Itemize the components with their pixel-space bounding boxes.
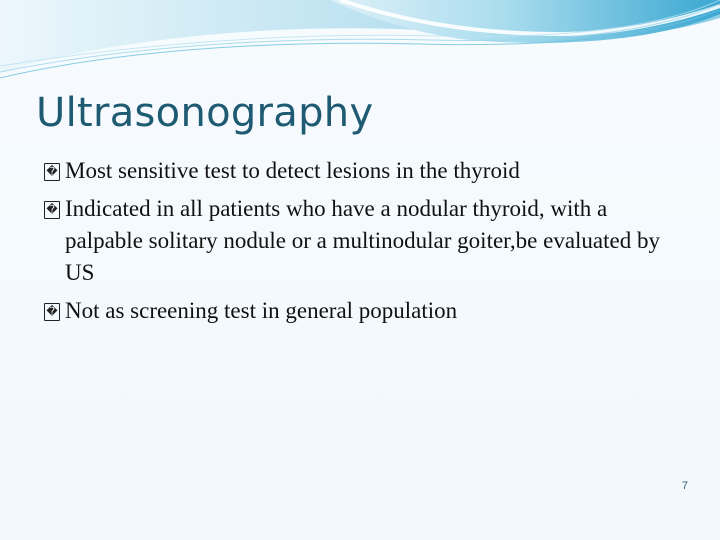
slide-title: Ultrasonography bbox=[36, 90, 374, 136]
missing-glyph-box-icon: � bbox=[44, 303, 60, 321]
bullet-item bbox=[44, 155, 684, 187]
bullet-item bbox=[44, 295, 684, 327]
header-wave-decoration bbox=[0, 0, 720, 90]
bullet-text: Not as screening test in general population bbox=[65, 298, 458, 323]
bullet-text: Indicated in all patients who have a nodular thyroid, with a palpable solitary nodule or a multinodular goiter,be evaluated by US bbox=[65, 196, 660, 285]
bullet-item bbox=[44, 193, 684, 289]
missing-glyph-box-icon: � bbox=[44, 201, 60, 219]
missing-glyph-box-icon: � bbox=[44, 163, 60, 181]
bullet-text: Most sensitive test to detect lesions in the thyroid bbox=[65, 158, 520, 183]
page-number: 7 bbox=[681, 480, 688, 492]
bullet-list bbox=[44, 155, 684, 333]
